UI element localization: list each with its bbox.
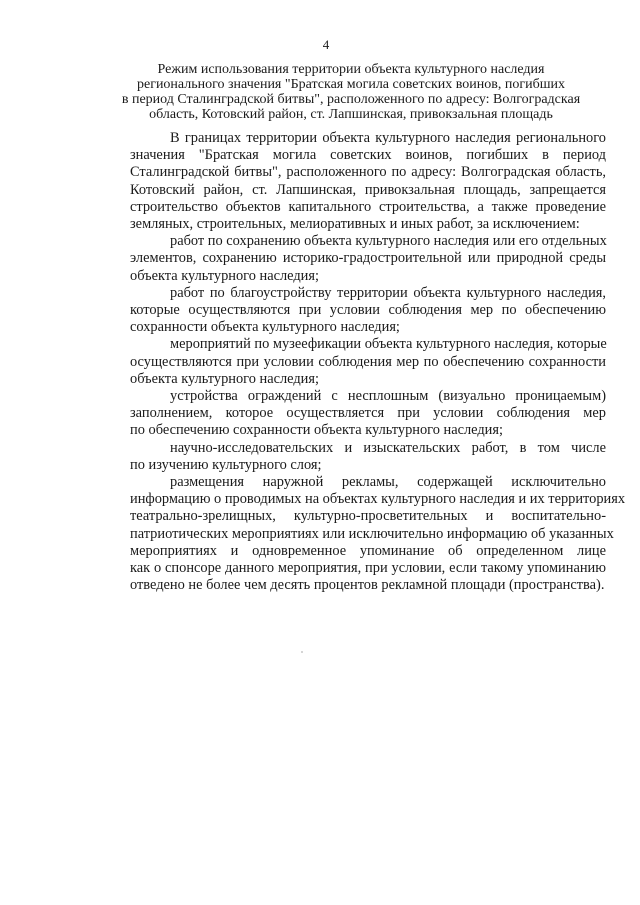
list-item-paragraph [90,388,606,440]
text-line: театрально-зрелищных, культурно-просветительных и воспитательно- [130,508,606,525]
text-line: мероприятиях и одновременное упоминание об определенном лице [130,542,606,559]
text-line: сохранности объекта культурного наследия; [130,319,400,336]
document-title [95,62,607,122]
text-line: отведено не более чем десять процентов рекламной площади (пространства). [130,577,605,594]
text-line: строительство объектов капитального строительства, а также проведение [130,198,606,215]
text-line: устройства ограждений с несплошным (визуально проницаемым) [170,388,606,405]
text-line: Котовский район, ст. Лапшинская, привокзальная площадь, запрещается [130,181,606,198]
text-line: осуществляются при условии соблюдения мер по обеспечению сохранности [130,353,606,370]
title-line: в период Сталинградской битвы", расположенного по адресу: Волгоградская [121,92,581,107]
scan-speck [301,651,303,653]
text-line: элементов, сохранению историко-градостроительной или природной среды [130,250,606,267]
text-line: В границах территории объекта культурного наследия регионального [170,130,606,146]
text-line: мероприятий по музеефикации объекта культурного наследия, которые [170,336,607,353]
text-line: по обеспечению сохранности объекта культурного наследия; [130,422,503,439]
list-item-paragraph [90,440,606,474]
text-line: по изучению культурного слоя; [130,456,322,473]
title-line: область, Котовский район, ст. Лапшинская, привокзальная площадь [149,107,553,122]
text-line: значения "Братская могила советских воинов, погибших в период [130,147,606,164]
text-line: как о спонсоре данного мероприятия, при условии, если такому упоминанию [130,560,606,577]
page-number: 4 [322,37,330,52]
text-line: научно-исследовательских и изыскательских работ, в том числе [170,439,606,456]
intro-paragraph [90,130,606,233]
text-line: заполнением, которое осуществляется при условии соблюдения мер [130,405,606,422]
title-line: Режим использования территории объекта культурного наследия [157,62,545,77]
list-item-paragraph [90,474,626,594]
list-item-paragraph [90,285,606,337]
text-line: объекта культурного наследия; [130,267,320,284]
document-body [90,130,626,594]
list-item-paragraph [90,233,606,285]
text-line: которые осуществляются при условии соблюдения мер по обеспечению [130,302,606,319]
text-line: работ по сохранению объекта культурного наследия или его отдельных [170,233,607,250]
text-line: Сталинградской битвы", расположенного по адресу: Волгоградская область, [130,164,606,181]
text-line: патриотических мероприятиях или исключительно информацию об указанных [130,525,614,542]
text-line: размещения наружной рекламы, содержащей исключительно [170,474,606,491]
text-line: объекта культурного наследия; [130,370,320,387]
text-line: работ по благоустройству территории объекта культурного наследия, [170,284,606,301]
text-line: информацию о проводимых на объектах культурного наследия и их территориях [130,491,626,508]
list-item-paragraph [90,336,606,388]
title-line: регионального значения "Братская могила советских воинов, погибших [136,77,566,92]
text-line: земляных, строительных, мелиоративных и иных работ, за исключением: [130,216,580,233]
